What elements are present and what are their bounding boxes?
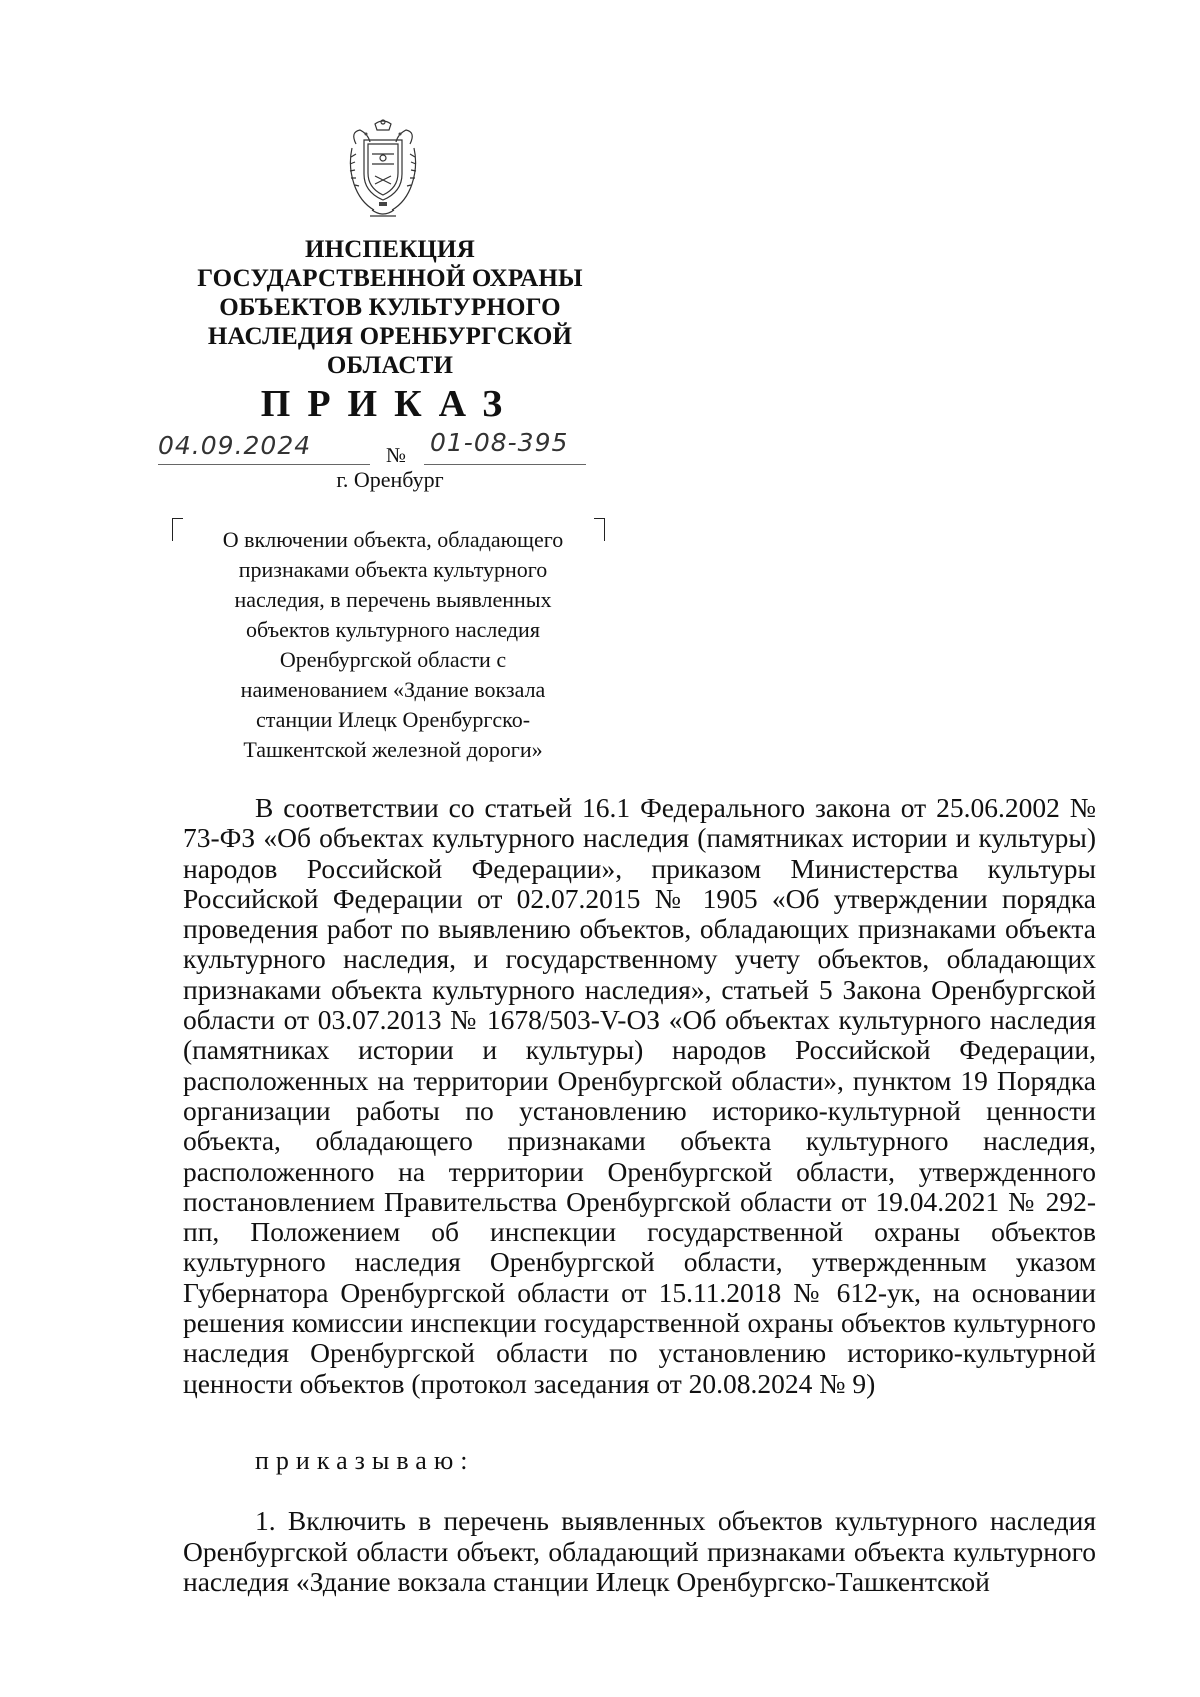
- handwritten-number: 01-08-395: [430, 428, 569, 457]
- subject-line: наследия, в перечень выявленных: [234, 587, 552, 612]
- subject-line: объектов культурного наследия: [246, 617, 540, 642]
- org-line: ОБЛАСТИ: [326, 352, 454, 379]
- subject-heading: [186, 525, 600, 765]
- order-item-1: 1. Включить в перечень выявленных объектов культурного наследия Оренбургской области объект, обладающий признаками объекта культурного наследия «Здание вокзала станции Илецк Оренбургско-Ташкентской: [183, 1505, 1096, 1597]
- organization-name: [140, 235, 640, 380]
- coat-of-arms-icon: [342, 118, 424, 224]
- city: г. Оренбург: [336, 467, 444, 492]
- org-line: ИНСПЕКЦИЯ: [305, 236, 475, 263]
- subject-line: Оренбургской области с: [279, 647, 507, 672]
- number-underline: [424, 464, 586, 465]
- subject-bracket-left: [172, 518, 183, 541]
- subject-line: признаками объекта культурного: [238, 557, 548, 582]
- preamble-paragraph: В соответствии со статьей 16.1 Федерального закона от 25.06.2002 № 73-ФЗ «Об объектах культурного наследия (памятниках истории и культуры) народов Российской Федерации», приказом Министерства культуры Российской Федерации от 02.07.2015 № 1905 «Об утверждении порядка проведения работ по выявлению объектов, обладающих признаками объекта культурного наследия, и государственному учету объектов, обладающих признаками объекта культурного наследия», статьей 5 Закона Оренбургской области от 03.07.2013 № 1678/503-V-ОЗ «Об объектах культурного наследия (памятниках истории и культуры) народов Российской Федерации, расположенных на территории Оренбургской области», пунктом 19 Порядка организации работы по установлению историко-культурной ценности объекта, обладающего признаками объекта культурного наследия, расположенного на территории Оренбургской области, утвержденного постановлением Правительства Оренбургской области от 19.04.2021 № 292-пп, Положением об инспекции государственной охраны объектов культурного наследия Оренбургской области, утвержденным указом Губернатора Оренбургской области от 15.11.2018 № 612-ук, на основании решения комиссии инспекции государственной охраны объектов культурного наследия Оренбургской области по установлению историко-культурной ценности объектов (протокол заседания от 20.08.2024 № 9): [183, 792, 1096, 1399]
- org-line: ОБЪЕКТОВ КУЛЬТУРНОГО: [219, 294, 561, 321]
- handwritten-date: 04.09.2024: [158, 431, 312, 460]
- org-line: НАСЛЕДИЯ ОРЕНБУРГСКОЙ: [207, 323, 573, 350]
- subject-line: станции Илецк Оренбургско-: [255, 707, 531, 732]
- subject-line: Ташкентской железной дороги»: [243, 737, 543, 762]
- order-word: приказываю:: [255, 1446, 475, 1475]
- document-type: ПРИКАЗ: [260, 383, 520, 425]
- date-underline: [158, 464, 370, 465]
- body-text: [183, 793, 1096, 1399]
- number-sign: №: [386, 443, 407, 467]
- subject-line: наименованием «Здание вокзала: [240, 677, 546, 702]
- subject-line: О включении объекта, обладающего: [222, 527, 564, 552]
- org-line: ГОСУДАРСТВЕННОЙ ОХРАНЫ: [197, 265, 583, 292]
